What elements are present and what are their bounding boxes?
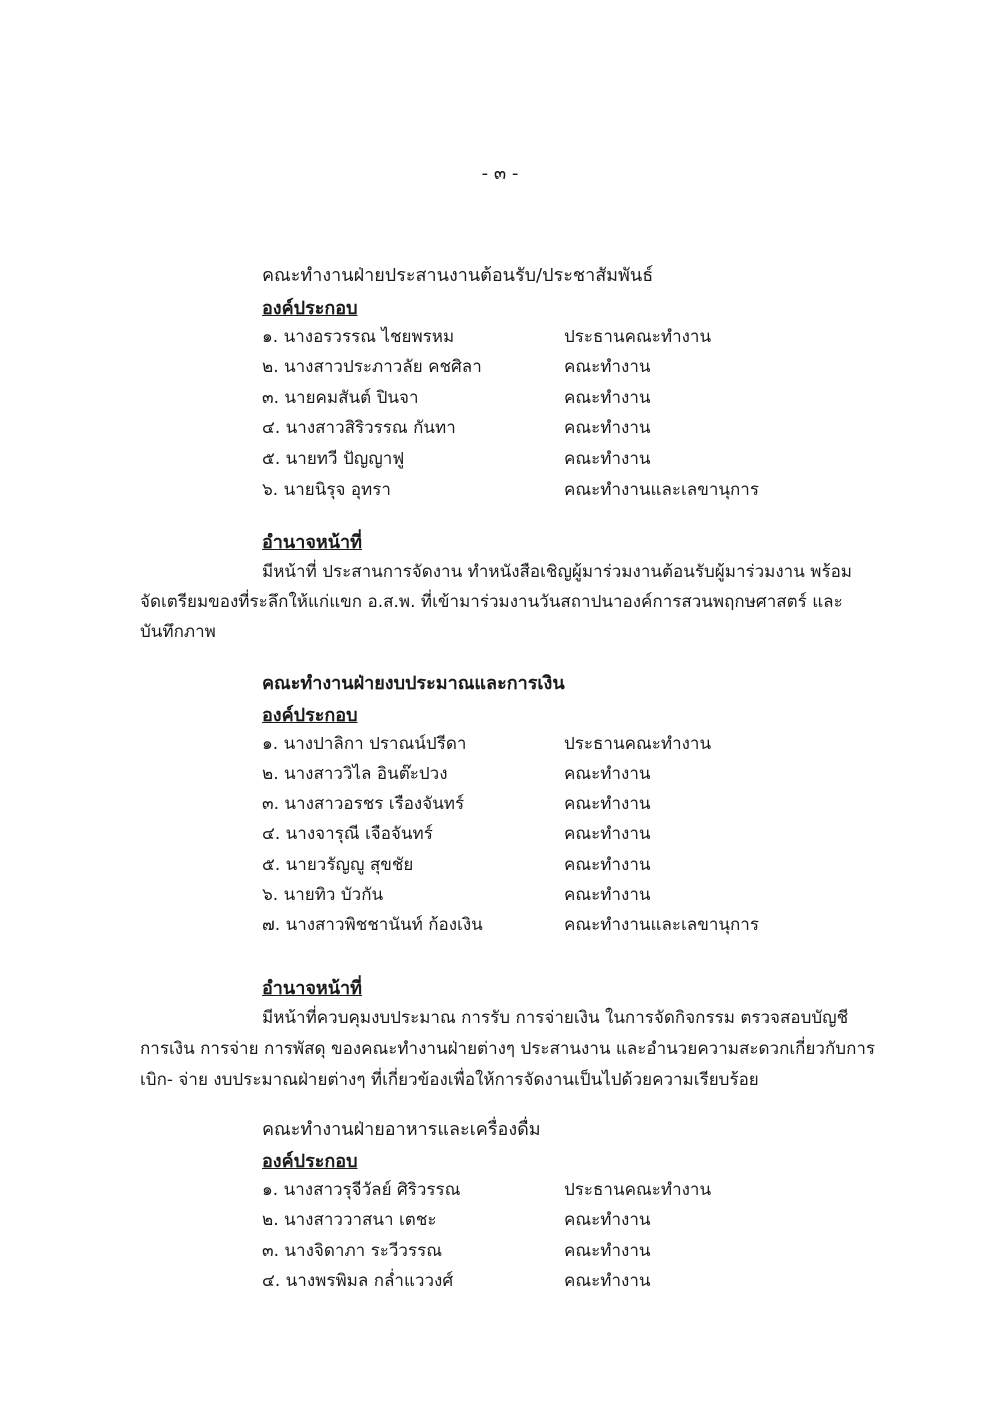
member-role: ประธานคณะทำงาน [564, 1180, 712, 1200]
duties-line: เบิก- จ่าย งบประมาณฝ่ายต่างๆ ที่เกี่ยวข้องเพื่อให้การจัดงานเป็นไปด้วยความเรียบร้อย [140, 1070, 759, 1090]
member-row [262, 1206, 902, 1236]
member-name: ๕. นายวรัญญู สุขชัย [262, 855, 414, 875]
member-name: ๔. นางสาวสิริวรรณ กันทา [262, 418, 456, 438]
member-row [262, 911, 902, 941]
member-row [262, 1267, 902, 1297]
member-role: คณะทำงาน [564, 764, 651, 784]
member-row [262, 881, 902, 911]
member-row [262, 851, 902, 881]
member-role: คณะทำงาน [564, 418, 651, 438]
member-role: คณะทำงานและเลขานุการ [564, 915, 759, 935]
member-row [262, 1237, 902, 1267]
member-row [262, 414, 902, 444]
member-row [262, 353, 902, 383]
member-row [262, 476, 902, 506]
duties-heading: อำนาจหน้าที่ [262, 978, 363, 999]
member-role: คณะทำงานและเลขานุการ [564, 480, 759, 500]
duties-line: มีหน้าที่ควบคุมงบประมาณ การรับ การจ่ายเงิน ในการจัดกิจกรรม ตรวจสอบบัญชี [262, 1008, 849, 1028]
member-row [262, 323, 902, 353]
members-heading: องค์ประกอบ [262, 298, 358, 319]
member-row [262, 730, 902, 760]
duties-line: บันทึกภาพ [140, 622, 216, 642]
member-role: คณะทำงาน [564, 1271, 651, 1291]
member-name: ๑. นางสาวรุจีวัลย์ ศิริวรรณ [262, 1180, 461, 1200]
member-role: คณะทำงาน [564, 1241, 651, 1261]
member-role: ประธานคณะทำงาน [564, 734, 712, 754]
member-name: ๒. นางสาวประภาวลัย คชศิลา [262, 357, 482, 377]
member-row [262, 1176, 902, 1206]
member-row [262, 790, 902, 820]
member-role: คณะทำงาน [564, 794, 651, 814]
duties-line: มีหน้าที่ ประสานการจัดงาน ทำหนังสือเชิญผู้มาร่วมงานต้อนรับผู้มาร่วมงาน พร้อม [262, 562, 853, 582]
duties-heading: อำนาจหน้าที่ [262, 532, 363, 553]
member-name: ๖. นายทิว บัวกัน [262, 885, 384, 905]
member-role: ประธานคณะทำงาน [564, 327, 712, 347]
member-name: ๓. นางจิดาภา ระวีวรรณ [262, 1241, 442, 1261]
member-role: คณะทำงาน [564, 388, 651, 408]
member-row [262, 384, 902, 414]
member-role: คณะทำงาน [564, 855, 651, 875]
members-heading: องค์ประกอบ [262, 1151, 358, 1172]
member-role: คณะทำงาน [564, 449, 651, 469]
member-name: ๒. นางสาววิไล อินต๊ะปวง [262, 764, 448, 784]
member-name: ๑. นางปาลิกา ปราณน์ปรีดา [262, 734, 467, 754]
member-name: ๑. นางอรวรรณ ไชยพรหม [262, 327, 455, 347]
member-role: คณะทำงาน [564, 1210, 651, 1230]
page-number: - ๓ - [481, 163, 519, 184]
member-row [262, 760, 902, 790]
section-title: คณะทำงานฝ่ายประสานงานต้อนรับ/ประชาสัมพันธ์ [262, 265, 654, 286]
member-name: ๔. นางจารุณี เจือจันทร์ [262, 824, 433, 844]
section-title: คณะทำงานฝ่ายงบประมาณและการเงิน [262, 673, 565, 694]
member-name: ๓. นายคมสันต์ ปินจา [262, 388, 419, 408]
duties-line: การเงิน การจ่าย การพัสดุ ของคณะทำงานฝ่ายต่างๆ ประสานงาน และอำนวยความสะดวกเกี่ยวกับการ [140, 1039, 876, 1059]
member-name: ๗. นางสาวพิชชานันท์ ก้องเงิน [262, 915, 483, 935]
member-name: ๕. นายทวี ปัญญาฟู [262, 449, 405, 469]
members-heading: องค์ประกอบ [262, 705, 358, 726]
member-role: คณะทำงาน [564, 885, 651, 905]
member-row [262, 820, 902, 850]
section-title: คณะทำงานฝ่ายอาหารและเครื่องดื่ม [262, 1119, 541, 1140]
member-role: คณะทำงาน [564, 357, 651, 377]
member-row [262, 445, 902, 475]
member-name: ๓. นางสาวอรชร เรืองจันทร์ [262, 794, 465, 814]
member-name: ๖. นายนิรุจ อุทรา [262, 480, 391, 500]
member-name: ๔. นางพรพิมล กล่ำแววงศ์ [262, 1271, 454, 1291]
member-name: ๒. นางสาววาสนา เตชะ [262, 1210, 437, 1230]
member-role: คณะทำงาน [564, 824, 651, 844]
duties-line: จัดเตรียมของที่ระลึกให้แก่แขก อ.ส.พ. ที่เข้ามาร่วมงานวันสถาปนาองค์การสวนพฤกษศาสตร์ และ [140, 592, 843, 612]
